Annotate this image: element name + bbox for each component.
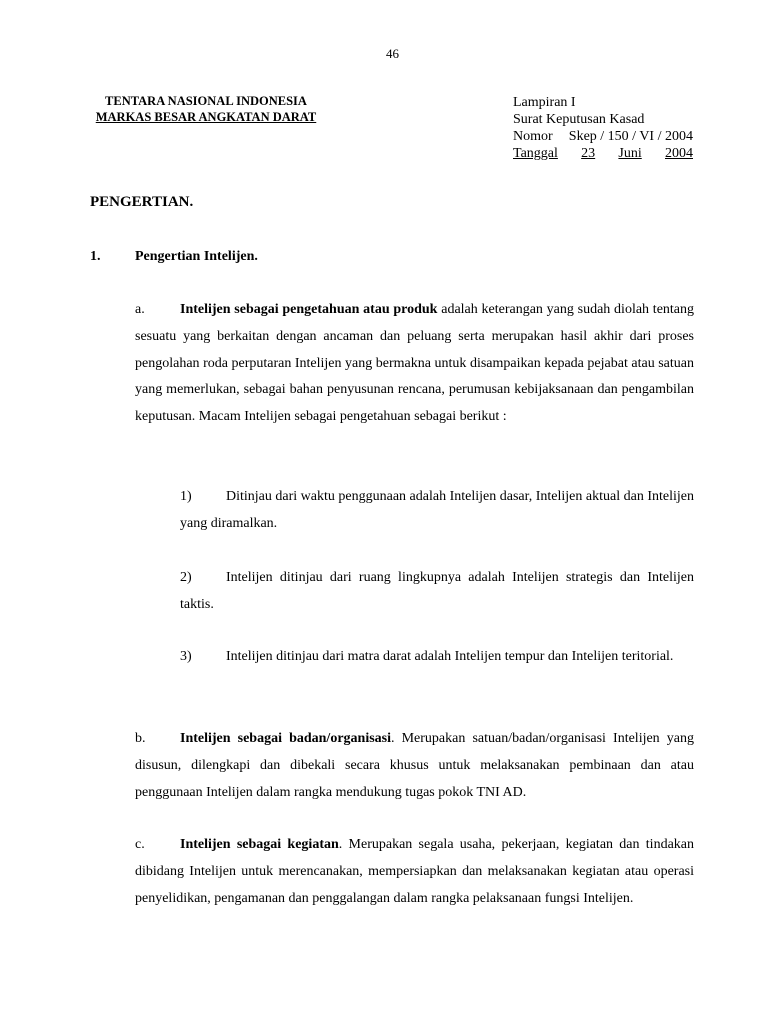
org-line-1: TENTARA NASIONAL INDONESIA: [105, 94, 307, 108]
paragraph-c-heading: Intelijen sebagai kegiatan: [180, 837, 339, 852]
annex-line-1: Lampiran I: [513, 95, 576, 110]
paragraph-c: [135, 832, 694, 912]
paragraph-a-heading: Intelijen sebagai pengetahuan atau produk: [180, 302, 438, 317]
list-item: [180, 565, 694, 619]
annex-nomor-row: [513, 128, 693, 145]
paragraph-a-text: adalah keterangan yang sudah diolah tentang sesuatu yang berkaitan dengan ancaman dan peluang serta merupakan hasil akhir dari proses pengolahan roda perputaran Intelijen yang bermakna untuk disampaikan kepada pejabat atau satuan yang memerlukan, sebagai bahan penyusunan rencana, perumusan kebijaksanaan dan pengambilan keputusan. Macam Intelijen sebagai pengetahuan sebagai berikut :: [135, 302, 695, 425]
annex-tanggal-month: Juni: [618, 146, 642, 161]
subsection-number: 1.: [90, 249, 101, 264]
annex-tanggal-label: Tanggal: [513, 146, 558, 161]
annex-nomor-value: Skep / 150 / VI / 2004: [568, 129, 693, 144]
org-header: [90, 93, 322, 125]
list-item-label: 3): [180, 649, 192, 664]
list-item-label: 1): [180, 489, 192, 504]
list-item-text: Intelijen ditinjau dari matra darat adalah Intelijen tempur dan Intelijen teritorial.: [226, 649, 674, 664]
section-title: PENGERTIAN.: [90, 194, 194, 210]
list-item: [180, 644, 694, 671]
paragraph-b-label: b.: [135, 731, 146, 746]
paragraph-b-heading: Intelijen sebagai badan/organisasi: [180, 731, 392, 746]
list-item: [180, 484, 694, 538]
paragraph-c-text: . Merupakan segala usaha, pekerjaan, kegiatan dan tindakan dibidang Intelijen untuk merencanakan, mempersiapkan dan melaksanakan kegiatan atau operasi penyelidikan, pengamanan dan penggalangan dalam rangka pelaksanaan fungsi Intelijen.: [135, 837, 694, 906]
org-line-2: MARKAS BESAR ANGKATAN DARAT: [95, 110, 317, 124]
page-number: 46: [386, 46, 399, 61]
annex-nomor-label: Nomor: [513, 129, 553, 144]
list-item-text: Ditinjau dari waktu penggunaan adalah Intelijen dasar, Intelijen aktual dan Intelijen yang diramalkan.: [180, 489, 694, 531]
list-item-text: Intelijen ditinjau dari ruang lingkupnya adalah Intelijen strategis dan Intelijen taktis.: [180, 570, 694, 612]
paragraph-c-label: c.: [135, 837, 145, 852]
annex-tanggal-day: 23: [581, 146, 596, 161]
paragraph-b-text: . Merupakan satuan/badan/organisasi Intelijen yang disusun, dilengkapi dan dibekali secara khusus untuk melaksanakan pembinaan dan atau penggunaan Intelijen dalam rangka mendukung tugas pokok TNI AD.: [135, 731, 694, 800]
annex-tanggal-year: 2004: [665, 146, 693, 161]
annex-line-2: Surat Keputusan Kasad: [513, 112, 645, 127]
paragraph-a: [135, 297, 694, 431]
annex-block: [513, 94, 693, 162]
paragraph-a-label: a.: [135, 302, 145, 317]
subsection-title: Pengertian Intelijen.: [135, 249, 258, 264]
list-item-label: 2): [180, 570, 192, 585]
annex-tanggal-row: [513, 145, 693, 162]
paragraph-b: [135, 726, 694, 806]
